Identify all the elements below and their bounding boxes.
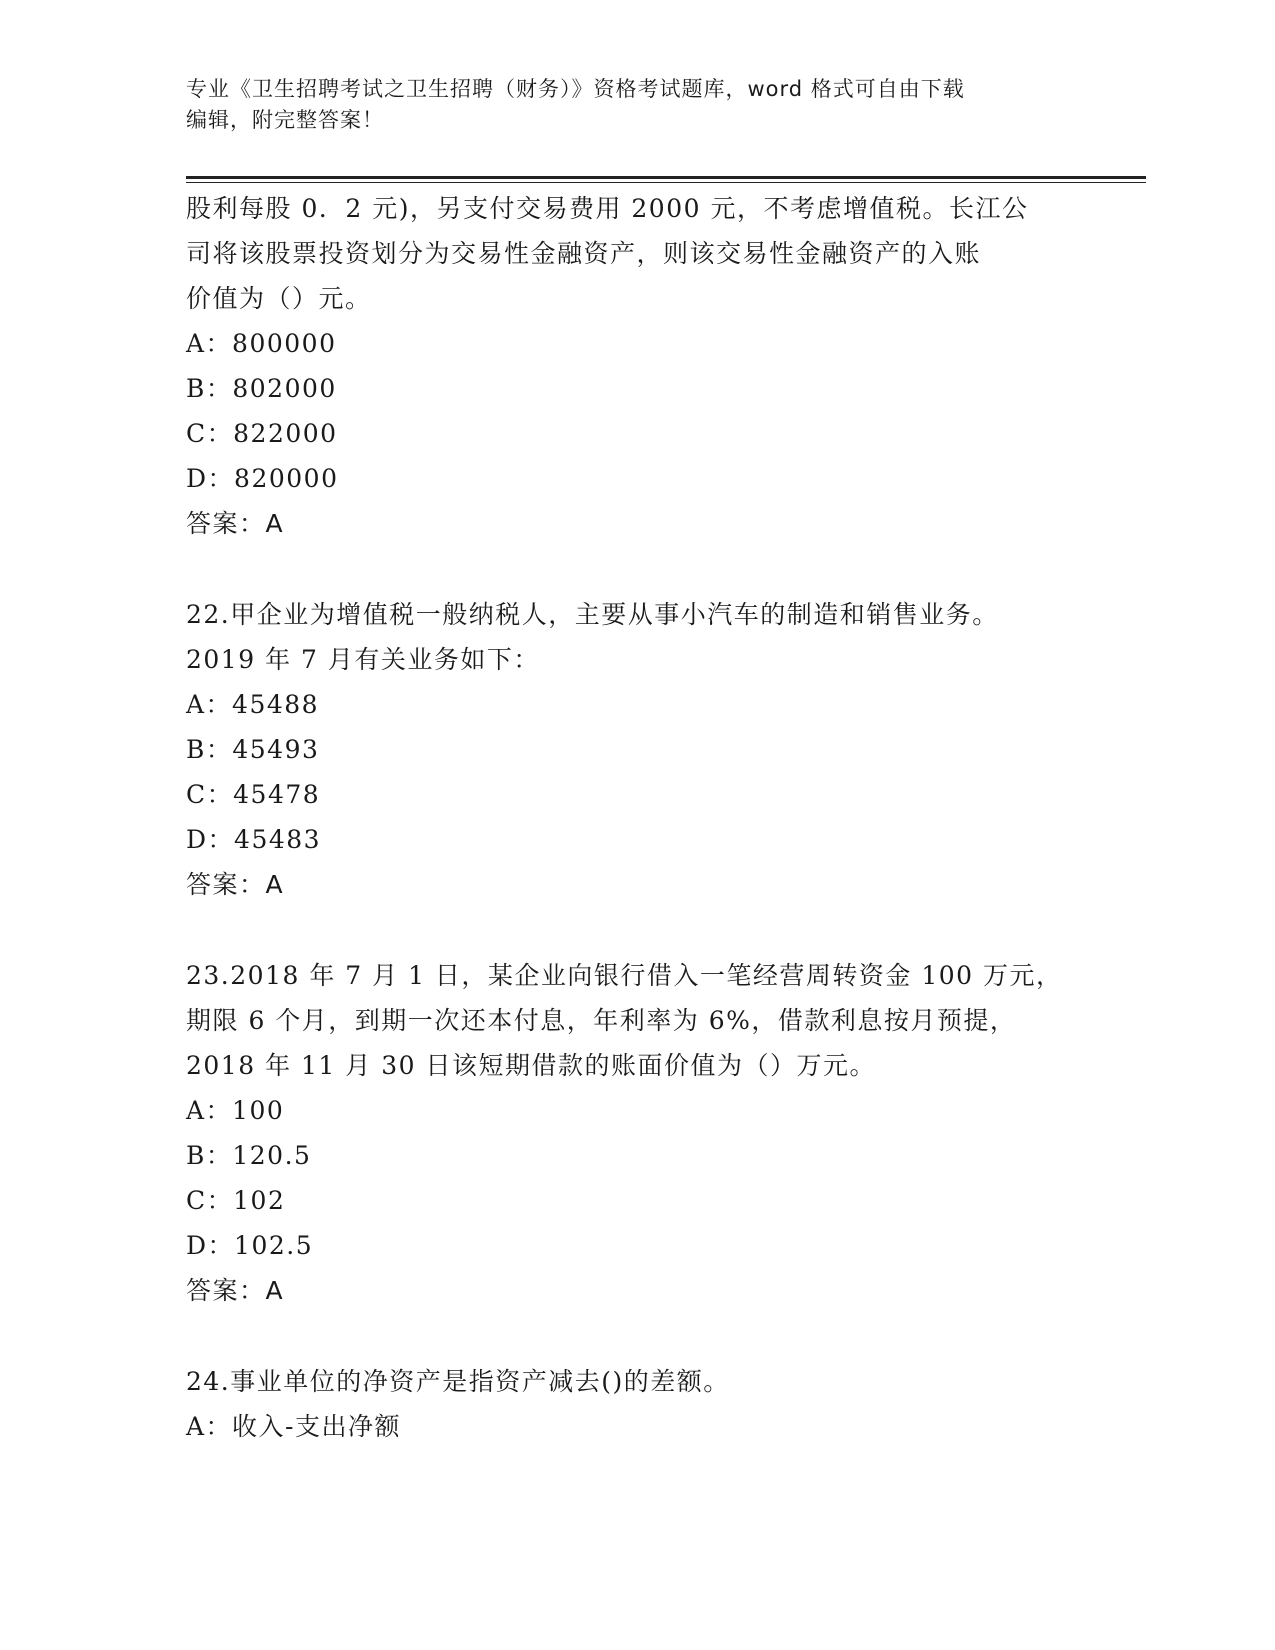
question-text-line: 23.2018 年 7 月 1 日，某企业向银行借入一笔经营周转资金 100 万元，	[186, 961, 1063, 990]
question-text-line: 价值为（）元。	[186, 284, 372, 313]
document-header	[186, 74, 1086, 136]
option-d: D：45483	[186, 825, 322, 854]
question-text-line: 2019 年 7 月有关业务如下：	[186, 645, 540, 674]
option-a: A：800000	[186, 329, 337, 358]
question-spacer	[186, 546, 1086, 592]
option-a: A：45488	[186, 690, 320, 719]
option-c: C：45478	[186, 780, 321, 809]
question-text-line: 股利每股 0．2 元)，另支付交易费用 2000 元，不考虑增值税。长江公	[186, 194, 1029, 223]
option-c: C：822000	[186, 419, 338, 448]
question-text-line: 22.甲企业为增值税一般纳税人，主要从事小汽车的制造和销售业务。	[186, 600, 999, 629]
header-divider-thin	[186, 182, 1146, 183]
option-b: B：802000	[186, 374, 337, 403]
option-c: C：102	[186, 1186, 286, 1215]
question-23	[186, 953, 1086, 1313]
question-text-line: 2018 年 11 月 30 日该短期借款的账面价值为（）万元。	[186, 1051, 876, 1080]
question-content	[186, 186, 1086, 1449]
question-22	[186, 592, 1086, 907]
option-a: A：收入-支出净额	[186, 1412, 402, 1441]
option-a: A：100	[186, 1096, 285, 1125]
question-24	[186, 1359, 1086, 1449]
option-d: D：102.5	[186, 1231, 314, 1260]
header-line-1: 专业《卫生招聘考试之卫生招聘（财务）》资格考试题库，word 格式可自由下载	[186, 77, 965, 101]
header-line-2: 编辑，附完整答案！	[186, 108, 384, 132]
question-spacer	[186, 907, 1086, 953]
header-divider-thick	[186, 176, 1146, 179]
answer-label: 答案：A	[186, 870, 285, 899]
answer-label: 答案：A	[186, 1276, 285, 1305]
answer-label: 答案：A	[186, 509, 285, 538]
question-text-line: 24.事业单位的净资产是指资产减去()的差额。	[186, 1367, 730, 1396]
option-b: B：45493	[186, 735, 320, 764]
question-21	[186, 186, 1086, 546]
option-d: D：820000	[186, 464, 339, 493]
question-text-line: 司将该股票投资划分为交易性金融资产，则该交易性金融资产的入账	[186, 239, 982, 268]
option-b: B：120.5	[186, 1141, 312, 1170]
question-spacer	[186, 1313, 1086, 1359]
question-text-line: 期限 6 个月，到期一次还本付息，年利率为 6%，借款利息按月预提，	[186, 1006, 1017, 1035]
